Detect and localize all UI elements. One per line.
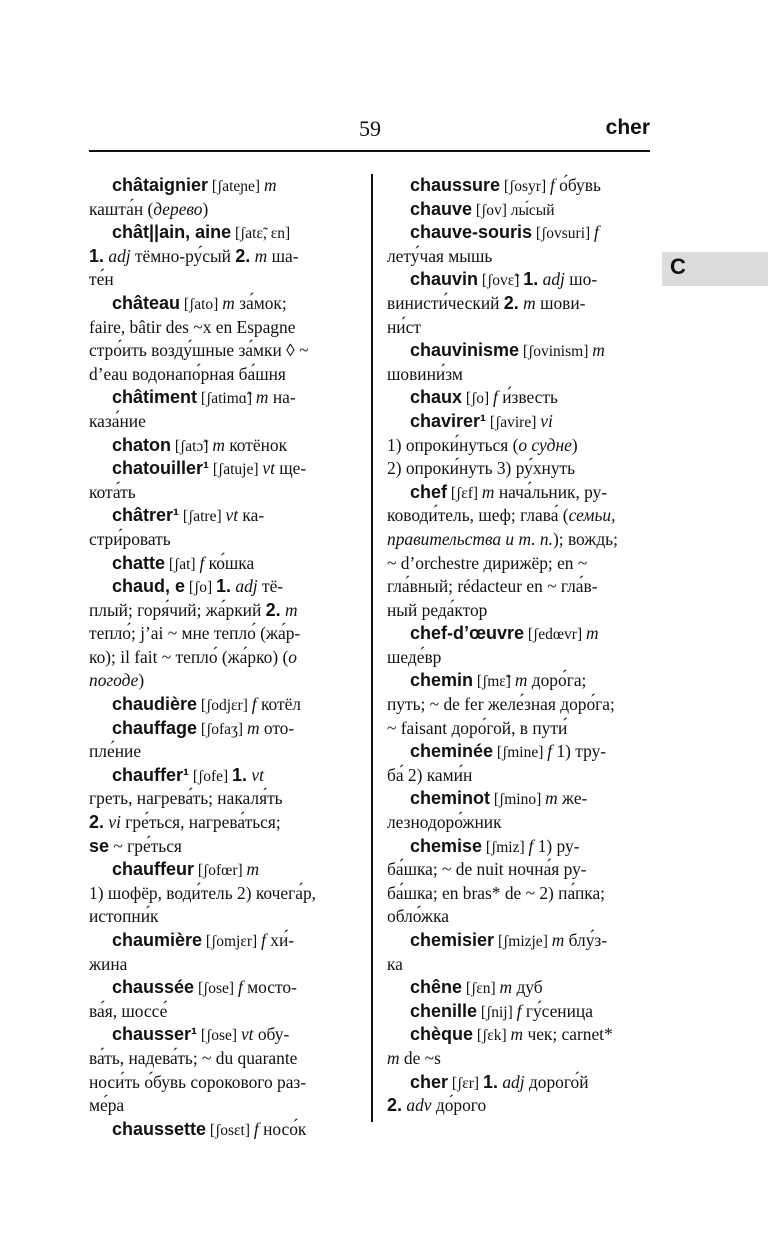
headword: châtrer¹ xyxy=(112,505,180,526)
entry-text: 1) тру- xyxy=(552,741,607,762)
headword: chauve xyxy=(410,198,473,219)
entry-text: [ʃnij] xyxy=(477,1003,517,1021)
entry-text: обу- xyxy=(253,1024,290,1045)
grammar-label: m xyxy=(523,292,536,313)
entry-text: [ʃɛk] xyxy=(473,1027,511,1045)
entry-text: ба́шка; en bras* de ~ 2) па́пка; xyxy=(387,882,606,903)
grammar-label: правительства и т. п. xyxy=(387,528,553,549)
grammar-label: vt xyxy=(262,458,275,479)
sense-number: 2. xyxy=(265,599,281,620)
entry-text: гре́ться, нагрева́ться; xyxy=(120,812,281,833)
dictionary-line xyxy=(89,835,357,859)
entry-text: лезнодоро́жник xyxy=(387,812,502,833)
grammar-label: m xyxy=(254,245,268,266)
grammar-label: vi xyxy=(540,410,553,431)
grammar-label: m xyxy=(586,623,599,644)
entry-text: ва́я, шоссе́ xyxy=(89,1000,168,1021)
entry-text: ни́ст xyxy=(387,316,421,337)
entry-text: 1) ру- xyxy=(533,835,580,856)
sense-number: 1. xyxy=(482,1071,498,1092)
headword: chavirer¹ xyxy=(410,410,487,431)
grammar-label: m xyxy=(387,1047,400,1068)
entry-text: [ʃodjɛr] xyxy=(197,697,252,715)
dictionary-line xyxy=(89,693,357,717)
entry-text: плый; горя́чий; жа́ркий xyxy=(89,599,266,620)
dictionary-line xyxy=(387,1023,650,1047)
entry-text: ~ гре́ться xyxy=(109,835,182,856)
entry-text: [ʃo] xyxy=(185,579,217,597)
dictionary-line xyxy=(387,481,650,505)
grammar-label: m xyxy=(222,292,235,313)
entry-text: ) xyxy=(571,434,578,455)
entry-text: тепло́; j’ai ~ мне тепло́ (жа́р- xyxy=(89,623,301,644)
dictionary-line xyxy=(89,717,357,741)
dictionary-line xyxy=(89,457,357,481)
dictionary-line xyxy=(89,1047,357,1071)
grammar-label: f xyxy=(253,1118,259,1139)
dictionary-line xyxy=(387,1000,650,1024)
entry-text: каза́ние xyxy=(89,410,146,431)
right-column xyxy=(387,174,650,1118)
entry-text: винисти́ческий xyxy=(387,292,504,313)
dictionary-line xyxy=(89,1071,357,1095)
entry-text: [ʃmine] xyxy=(493,744,548,762)
grammar-label: m xyxy=(246,859,260,880)
dictionary-line xyxy=(89,504,357,528)
dictionary-line xyxy=(89,174,357,198)
entry-text: [ʃatɛ̃, ɛn] xyxy=(231,225,291,243)
dictionary-line xyxy=(387,316,650,340)
entry-text: ный реда́ктор xyxy=(387,599,488,620)
dictionary-line xyxy=(89,245,357,269)
dictionary-line xyxy=(89,953,357,977)
grammar-label: m xyxy=(514,670,528,691)
sense-number: 1. xyxy=(523,269,539,290)
headword: chauffage xyxy=(112,717,198,738)
dictionary-line xyxy=(387,740,650,764)
dictionary-line xyxy=(387,1071,650,1095)
dictionary-line xyxy=(89,292,357,316)
dictionary-line xyxy=(89,1000,357,1024)
dictionary-line xyxy=(89,552,357,576)
headword: chemise xyxy=(410,835,483,856)
page-number: 59 xyxy=(359,116,381,141)
dictionary-line xyxy=(89,646,357,670)
sense-number: 2. xyxy=(503,292,519,313)
dictionary-line xyxy=(387,599,650,623)
entry-text: [ʃedœvr] xyxy=(524,626,586,644)
dictionary-line xyxy=(387,268,650,292)
dictionary-line xyxy=(387,953,650,977)
headword: chaud, e xyxy=(112,576,186,597)
grammar-label: adj xyxy=(502,1071,525,1092)
entry-text: [ʃmizje] xyxy=(494,933,552,950)
dictionary-line xyxy=(89,669,357,693)
entry-text: те́н xyxy=(89,269,114,290)
dictionary-line xyxy=(387,198,650,222)
entry-text: нача́льник, ру- xyxy=(494,481,608,502)
grammar-label: f xyxy=(251,694,257,715)
headword: chauffer¹ xyxy=(112,764,190,785)
dictionary-line xyxy=(89,622,357,646)
entry-text: [ʃose] xyxy=(197,1027,241,1045)
entry-text: [ʃɛn] xyxy=(462,980,500,998)
grammar-label: f xyxy=(528,835,534,856)
headword: chèque xyxy=(410,1024,474,1045)
entry-text: [ʃovinism] xyxy=(519,343,593,361)
grammar-label: m xyxy=(481,481,495,502)
dictionary-line xyxy=(387,858,650,882)
dictionary-line xyxy=(387,528,650,552)
grammar-label: дерево xyxy=(153,198,203,219)
letter-tab-label: C xyxy=(670,254,686,279)
entry-text: [ʃmiz] xyxy=(482,838,529,856)
entry-text: 1) опроки́нуться ( xyxy=(387,434,519,455)
headword: chauffeur xyxy=(112,859,195,880)
headword: chauve-souris xyxy=(410,222,533,243)
entry-text: ото- xyxy=(259,717,295,738)
entry-text: шови- xyxy=(535,292,586,313)
dictionary-line xyxy=(387,504,650,528)
entry-text: 1) шофёр, води́тель 2) кочега́р, xyxy=(89,882,317,903)
grammar-label: m xyxy=(212,434,225,455)
dictionary-line xyxy=(387,221,650,245)
entry-text: кота́ть xyxy=(89,481,136,502)
entry-text: [ʃatuje] xyxy=(209,461,263,479)
entry-text: ва́ть, надева́ть; ~ du quarante xyxy=(89,1047,298,1068)
entry-text: лету́чая мышь xyxy=(387,245,493,266)
dictionary-line xyxy=(89,434,357,458)
entry-text: чек; carnet* xyxy=(523,1024,613,1045)
entry-text: [ʃat] xyxy=(165,555,200,573)
headword: château xyxy=(112,292,181,313)
dictionary-line xyxy=(387,1094,650,1118)
headword: chatte xyxy=(112,552,166,573)
dictionary-line xyxy=(89,1023,357,1047)
dictionary-line xyxy=(387,174,650,198)
entry-text: же- xyxy=(557,788,588,809)
entry-text: пле́ние xyxy=(89,741,142,762)
headword: chauvinisme xyxy=(410,340,520,361)
sense-number: 2. xyxy=(387,1095,403,1116)
entry-text: доро́га; xyxy=(527,670,587,691)
dictionary-line xyxy=(387,410,650,434)
dictionary-line xyxy=(89,599,357,623)
dictionary-line xyxy=(387,693,650,717)
grammar-label: adj xyxy=(542,269,565,290)
grammar-label: m xyxy=(551,930,565,950)
dictionary-line xyxy=(89,221,357,245)
dictionary-line xyxy=(89,787,357,811)
headword: chaux xyxy=(410,387,463,408)
entry-text: 2) опроки́нуть 3) ру́хнуть xyxy=(387,458,576,479)
dictionary-line xyxy=(387,1047,650,1071)
sense-number: 1. xyxy=(232,764,248,785)
entry-text: шо- xyxy=(564,269,598,290)
entry-text: истопни́к xyxy=(89,906,159,927)
dictionary-line xyxy=(387,646,650,670)
entry-text: [ʃɛr] xyxy=(448,1074,483,1092)
dictionary-line xyxy=(387,669,650,693)
headword: cheminée xyxy=(410,741,494,762)
grammar-label: m xyxy=(246,717,260,738)
headword: chaussette xyxy=(112,1118,207,1139)
dictionary-line xyxy=(89,976,357,1000)
headword: chaussée xyxy=(112,977,195,998)
dictionary-line xyxy=(387,811,650,835)
entry-text: [ʃofe] xyxy=(189,767,233,785)
dictionary-line xyxy=(387,976,650,1000)
entry-text: ко); il fait ~ тепло́ (жа́рко) ( xyxy=(89,646,289,667)
headword: chêne xyxy=(410,977,463,998)
entry-text: [ʃomjɛr] xyxy=(202,933,262,950)
entry-text: [ʃo] xyxy=(462,390,494,408)
entry-text: [ʃatimɑ̃] xyxy=(197,390,256,408)
sense-number: 2. xyxy=(235,245,251,266)
dictionary-line xyxy=(89,386,357,410)
entry-text: ) xyxy=(202,198,209,219)
entry-text: ~ d’orchestre дирижёр; en ~ xyxy=(387,552,588,573)
entry-text: блу́з- xyxy=(564,930,608,950)
entry-text: [ʃosɛt] xyxy=(206,1121,254,1139)
grammar-label: adv xyxy=(406,1095,432,1116)
dictionary-line xyxy=(387,764,650,788)
entry-text: ководи́тель, шеф; глава́ ( xyxy=(387,505,569,526)
entry-text: ба́шка; ~ de nuit ночна́я ру- xyxy=(387,859,587,880)
entry-text: [ʃavire] xyxy=(486,413,541,431)
headword: chatouiller¹ xyxy=(112,458,210,479)
grammar-label: adj xyxy=(235,576,258,597)
grammar-label: погоде xyxy=(89,670,139,691)
dictionary-line xyxy=(387,339,650,363)
entry-text: [ʃovsuri] xyxy=(532,225,595,243)
entry-text: стро́ить возду́шные за́мки ◊ ~ xyxy=(89,340,309,361)
dictionary-line xyxy=(387,717,650,741)
dictionary-line xyxy=(387,622,650,646)
grammar-label: f xyxy=(237,977,243,998)
entry-text: ша- xyxy=(267,245,299,266)
entry-text: носо́к xyxy=(258,1118,307,1139)
entry-text: котёл xyxy=(256,694,301,715)
sense-number: 1. xyxy=(216,576,232,597)
entry-text: гла́вный; rédacteur en ~ гла́в- xyxy=(387,576,598,597)
headword: chauvin xyxy=(410,269,479,290)
dictionary-line xyxy=(89,929,357,953)
column-divider xyxy=(371,174,373,1122)
grammar-label: m xyxy=(285,599,298,620)
dictionary-line xyxy=(89,764,357,788)
dictionary-line xyxy=(89,811,357,835)
entry-text: ) xyxy=(138,670,145,691)
entry-text: дорого́й xyxy=(524,1071,589,1092)
grammar-label: f xyxy=(516,1000,522,1021)
dictionary-line xyxy=(89,268,357,292)
entry-text: мосто- xyxy=(242,977,297,998)
headword: chemisier xyxy=(410,930,495,950)
grammar-label: f xyxy=(261,930,266,950)
entry-text: [ʃɛf] xyxy=(447,484,482,502)
grammar-label: m xyxy=(592,340,605,361)
entry-text: ка- xyxy=(238,505,265,526)
dictionary-line xyxy=(89,481,357,505)
entry-text: котёнок xyxy=(224,434,288,455)
entry-text: тё- xyxy=(257,576,284,597)
dictionary-line xyxy=(387,245,650,269)
entry-text: о́бувь xyxy=(554,175,601,195)
entry-text: до́рого xyxy=(431,1095,487,1116)
dictionary-line xyxy=(387,835,650,859)
sense-number: 2. xyxy=(89,812,105,833)
grammar-label: m xyxy=(263,175,277,195)
entry-text: шеде́вр xyxy=(387,646,442,667)
entry-text: ме́ра xyxy=(89,1095,125,1116)
dictionary-line xyxy=(89,1094,357,1118)
entry-text: ); вождь; xyxy=(552,528,618,549)
entry-text: ба́ 2) ками́н xyxy=(387,764,473,785)
entry-text: жина xyxy=(89,953,128,974)
dictionary-line xyxy=(89,339,357,363)
entry-text: на- xyxy=(268,387,296,408)
grammar-label: о судне xyxy=(518,434,572,455)
dictionary-line xyxy=(387,386,650,410)
headword: chaton xyxy=(112,434,172,455)
dictionary-line xyxy=(387,905,650,929)
dictionary-line xyxy=(387,363,650,387)
header-rule xyxy=(89,150,650,152)
entry-text: [ʃose] xyxy=(194,980,238,998)
letter-tab xyxy=(662,252,768,286)
entry-text: [ʃov] лы́сый xyxy=(472,201,555,219)
grammar-label: f xyxy=(549,175,555,195)
grammar-label: adj xyxy=(108,245,131,266)
grammar-label: m xyxy=(510,1024,524,1045)
entry-text: [ʃmɛ̃] xyxy=(473,673,515,691)
dictionary-line xyxy=(387,575,650,599)
headword: chaudière xyxy=(112,694,198,715)
dictionary-line xyxy=(89,528,357,552)
headword: chausser¹ xyxy=(112,1024,198,1045)
dictionary-line xyxy=(387,929,650,953)
headword: chât||ain, aine xyxy=(112,222,232,243)
entry-text: носи́ть о́бувь сорокового раз- xyxy=(89,1071,307,1092)
grammar-label: семьи, xyxy=(568,505,616,526)
headword: châtaignier xyxy=(112,175,209,195)
grammar-label: f xyxy=(199,552,205,573)
entry-text: faire, bâtir des ~x en Espagne xyxy=(89,316,296,337)
entry-text: обло́жка xyxy=(387,906,449,927)
dictionary-line xyxy=(387,787,650,811)
grammar-label: vt xyxy=(225,505,239,526)
dictionary-line xyxy=(387,292,650,316)
entry-text: d’eau водонапо́рная ба́шня xyxy=(89,363,286,384)
grammar-label: f xyxy=(547,741,553,762)
grammar-label: f xyxy=(594,222,599,243)
entry-text: de ~s xyxy=(399,1047,441,1068)
entry-text: ~ faisant доро́гой, в пути́ xyxy=(387,717,568,738)
dictionary-line xyxy=(89,575,357,599)
entry-text: [ʃatre] xyxy=(179,508,226,526)
entry-text: и́звесть xyxy=(497,387,558,408)
entry-text: кашта́н ( xyxy=(89,198,154,219)
dictionary-line xyxy=(387,434,650,458)
headword: chaussure xyxy=(410,175,501,195)
entry-text: шовини́зм xyxy=(387,363,463,384)
entry-text: [ʃato] xyxy=(180,295,223,313)
entry-text: гу́сеница xyxy=(521,1000,593,1021)
entry-text: [ʃofaʒ] xyxy=(197,720,247,738)
dictionary-line xyxy=(89,905,357,929)
dictionary-line xyxy=(387,882,650,906)
dictionary-line xyxy=(89,882,357,906)
headword: chenille xyxy=(410,1000,478,1021)
entry-text: [ʃateɲe] xyxy=(208,178,264,195)
headword: chaumière xyxy=(112,930,203,950)
dictionary-line xyxy=(387,457,650,481)
grammar-label: о xyxy=(288,646,297,667)
dictionary-line xyxy=(89,198,357,222)
entry-text: греть, нагрева́ть; накаля́ть xyxy=(89,788,283,809)
grammar-label: vt xyxy=(240,1024,254,1045)
grammar-label: vi xyxy=(108,812,121,833)
dictionary-line xyxy=(89,740,357,764)
dictionary-line xyxy=(89,858,357,882)
entry-text: стри́ровать xyxy=(89,528,171,549)
dictionary-line xyxy=(387,552,650,576)
headword: chef-d’œuvre xyxy=(410,623,525,644)
dictionary-line xyxy=(89,410,357,434)
entry-text: ка xyxy=(387,953,403,974)
entry-text: тёмно-ру́сый xyxy=(130,245,236,266)
headword: se xyxy=(89,835,110,856)
entry-text: [ʃovɛ̃] xyxy=(478,272,524,290)
entry-text: [ʃatɔ̃] xyxy=(171,437,213,455)
grammar-label: m xyxy=(255,387,269,408)
grammar-label: vt xyxy=(251,764,264,785)
headword: châtiment xyxy=(112,387,198,408)
headword: chemin xyxy=(410,670,474,691)
headword: chef xyxy=(410,481,448,502)
entry-text: [ʃosyr] xyxy=(500,178,550,195)
entry-text: дуб xyxy=(512,977,543,998)
grammar-label: f xyxy=(493,387,498,408)
guide-word: cher xyxy=(605,116,650,139)
dictionary-line xyxy=(89,1118,357,1142)
entry-text: за́мок; xyxy=(234,292,287,313)
headword: cheminot xyxy=(410,788,491,809)
dictionary-line xyxy=(89,363,357,387)
entry-text: ко́шка xyxy=(204,552,255,573)
entry-text: хи́- xyxy=(265,930,295,950)
entry-text: [ʃmino] xyxy=(490,791,546,809)
entry-text: ще- xyxy=(274,458,307,479)
grammar-label: m xyxy=(545,788,558,809)
sense-number: 1. xyxy=(89,245,105,266)
grammar-label: m xyxy=(499,977,513,998)
left-column xyxy=(89,174,357,1141)
dictionary-line xyxy=(89,316,357,340)
headword: cher xyxy=(410,1071,449,1092)
entry-text: путь; ~ de fer желе́зная доро́га; xyxy=(387,694,615,715)
entry-text: [ʃofœr] xyxy=(194,862,247,880)
